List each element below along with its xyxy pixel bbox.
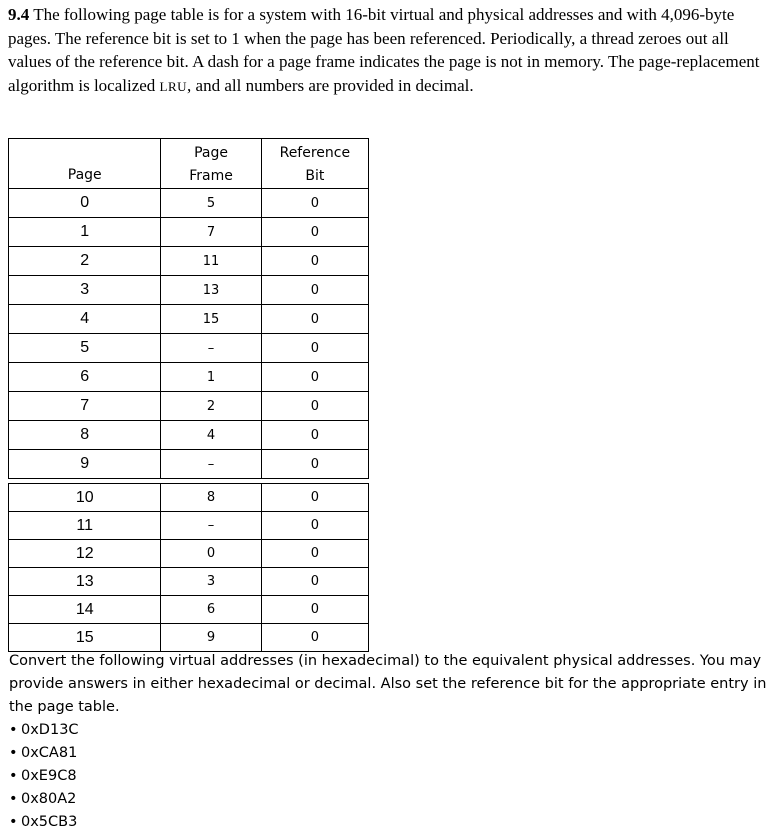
page-cell: 14 bbox=[9, 596, 161, 624]
table-row bbox=[9, 512, 369, 540]
table-row bbox=[9, 392, 369, 421]
frame-cell: 6 bbox=[161, 596, 261, 624]
reference-bit-cell: 0 bbox=[261, 484, 368, 512]
page-cell: 3 bbox=[9, 276, 161, 305]
reference-bit-cell: 0 bbox=[261, 624, 368, 652]
reference-bit-cell: 0 bbox=[261, 421, 368, 450]
bullet-icon: • bbox=[9, 768, 18, 784]
page-cell: 5 bbox=[9, 334, 161, 363]
problem-number: 9.4 bbox=[8, 5, 30, 24]
frame-cell: 0 bbox=[161, 540, 261, 568]
frame-cell: 1 bbox=[161, 363, 261, 392]
instructions-text: Convert the following virtual addresses (in hexadecimal) to the equivalent physical addresses. You may provide answers in either hexadecimal or decimal. Also set the reference bit for the appropriate entry in the page table. bbox=[9, 653, 767, 715]
frame-cell: 2 bbox=[161, 392, 261, 421]
address-value: 0xD13C bbox=[21, 722, 79, 738]
reference-bit-cell: 0 bbox=[261, 568, 368, 596]
table-row bbox=[9, 305, 369, 334]
page-cell: 6 bbox=[9, 363, 161, 392]
header-reference-bit: Reference Bit bbox=[261, 139, 368, 189]
frame-cell: – bbox=[161, 450, 261, 479]
table-row bbox=[9, 484, 369, 512]
frame-cell: 15 bbox=[161, 305, 261, 334]
frame-cell: 9 bbox=[161, 624, 261, 652]
table-row bbox=[9, 189, 369, 218]
instructions bbox=[9, 650, 769, 834]
problem-text-part1: The following page table is for a system with 16-bit virtual and physical addresses and with 4,096-byte pages. The reference bit is set to 1 when the page has been referenced. Periodically, a thread zeroes out all values of the reference bit. A dash for a page frame indicates the page is not in memory. The page-replacement algorithm is localized bbox=[8, 5, 760, 95]
bullet-icon: • bbox=[9, 814, 18, 830]
address-value: 0xE9C8 bbox=[21, 768, 77, 784]
page-cell: 13 bbox=[9, 568, 161, 596]
table-row bbox=[9, 247, 369, 276]
list-item bbox=[9, 788, 769, 811]
address-value: 0xCA81 bbox=[21, 745, 78, 761]
address-value: 0x80A2 bbox=[21, 791, 77, 807]
page-cell: 7 bbox=[9, 392, 161, 421]
reference-bit-cell: 0 bbox=[261, 392, 368, 421]
frame-cell: 7 bbox=[161, 218, 261, 247]
reference-bit-cell: 0 bbox=[261, 247, 368, 276]
reference-bit-cell: 0 bbox=[261, 276, 368, 305]
page-table-top bbox=[8, 138, 369, 479]
table-row bbox=[9, 218, 369, 247]
page-cell: 8 bbox=[9, 421, 161, 450]
reference-bit-cell: 0 bbox=[261, 218, 368, 247]
table-row bbox=[9, 624, 369, 652]
table-row bbox=[9, 421, 369, 450]
table-row bbox=[9, 363, 369, 392]
bullet-icon: • bbox=[9, 791, 18, 807]
page-table-bottom bbox=[8, 483, 369, 652]
lru-term: LRU bbox=[159, 78, 188, 94]
page-cell: 11 bbox=[9, 512, 161, 540]
frame-cell: – bbox=[161, 512, 261, 540]
frame-cell: 11 bbox=[161, 247, 261, 276]
page-cell: 1 bbox=[9, 218, 161, 247]
frame-cell: – bbox=[161, 334, 261, 363]
reference-bit-cell: 0 bbox=[261, 305, 368, 334]
problem-statement bbox=[8, 3, 770, 98]
table-row bbox=[9, 540, 369, 568]
page-cell: 9 bbox=[9, 450, 161, 479]
address-list bbox=[9, 719, 769, 834]
list-item bbox=[9, 719, 769, 742]
page-cell: 10 bbox=[9, 484, 161, 512]
page-cell: 2 bbox=[9, 247, 161, 276]
table-row bbox=[9, 568, 369, 596]
problem-text-part2: , and all numbers are provided in decimal. bbox=[187, 75, 474, 95]
frame-cell: 8 bbox=[161, 484, 261, 512]
header-page: Page bbox=[9, 139, 161, 189]
frame-cell: 4 bbox=[161, 421, 261, 450]
reference-bit-cell: 0 bbox=[261, 450, 368, 479]
page-cell: 15 bbox=[9, 624, 161, 652]
bullet-icon: • bbox=[9, 745, 18, 761]
list-item bbox=[9, 811, 769, 834]
reference-bit-cell: 0 bbox=[261, 363, 368, 392]
page-cell: 0 bbox=[9, 189, 161, 218]
reference-bit-cell: 0 bbox=[261, 334, 368, 363]
table-row bbox=[9, 276, 369, 305]
address-value: 0x5CB3 bbox=[21, 814, 78, 830]
header-page-frame: Page Frame bbox=[161, 139, 261, 189]
page-table-header bbox=[9, 139, 369, 189]
page-cell: 4 bbox=[9, 305, 161, 334]
list-item bbox=[9, 742, 769, 765]
frame-cell: 3 bbox=[161, 568, 261, 596]
reference-bit-cell: 0 bbox=[261, 540, 368, 568]
table-row bbox=[9, 596, 369, 624]
bullet-icon: • bbox=[9, 722, 18, 738]
frame-cell: 5 bbox=[161, 189, 261, 218]
frame-cell: 13 bbox=[161, 276, 261, 305]
reference-bit-cell: 0 bbox=[261, 189, 368, 218]
page-cell: 12 bbox=[9, 540, 161, 568]
list-item bbox=[9, 765, 769, 788]
reference-bit-cell: 0 bbox=[261, 596, 368, 624]
table-row bbox=[9, 334, 369, 363]
reference-bit-cell: 0 bbox=[261, 512, 368, 540]
table-row bbox=[9, 450, 369, 479]
